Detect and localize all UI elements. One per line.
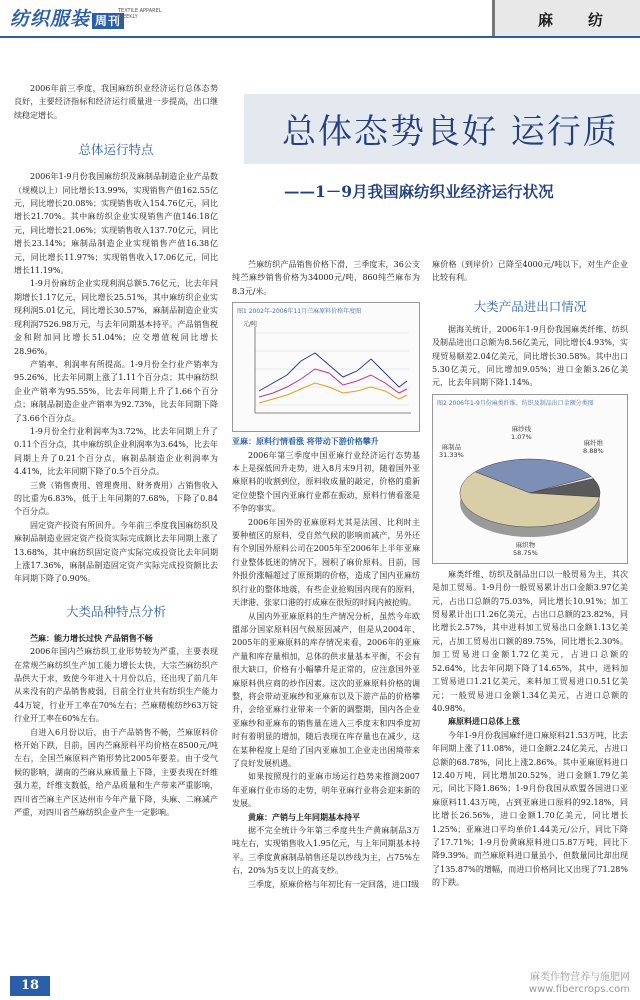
pie-label: 麻纱线 1.07%: [511, 424, 532, 441]
pie-label: 麻织物 58.75%: [513, 540, 538, 557]
section-heading-overall: 总体运行特点: [78, 142, 154, 158]
price-chart-plot: [233, 303, 419, 429]
paragraph: 2006年第三季度中国亚麻行业经济运行态势基本上是探低回升走势，进入8月末9月初，随着国外亚麻原料的收割到位，原料收成量的敲定，价格的重新定位使整个国内亚麻行业都在振动，原料行情看涨是不争的事实。: [232, 450, 420, 514]
paragraph: 三费（销售费用、管理费用、财务费用）占销售收入的比重为6.83%，低于上年同期的7.68%，下降了0.84个百分点。: [14, 480, 218, 517]
chart-footnote: 亚麻：原料行情看涨 将带动下游价格攀升: [232, 436, 379, 447]
paragraph: 据不完全统计今年第三季度共生产黄麻制品3万吨左右，实现销售收入1.95亿元，与上年同期基本持平。三季度黄麻制品销售还是以纱线为主，占75%左右，20%为5支以上的高支纱。: [232, 826, 420, 876]
article-title: 总体态势良好 运行质: [282, 112, 619, 152]
paragraph: 苎麻纺织产品销售价格下滑，三季度末，36公支纯苎麻纱销售价格为34000元/吨，860纯苎麻布为8.3元/米。: [232, 260, 420, 296]
chart-caption: 图1 2002年-2006年11月苎麻原料价格年度图: [237, 308, 362, 316]
chart-caption: 图2 2006年1-9月份麻类纤维、纺织及制品出口金额分类图: [437, 399, 594, 407]
intro-paragraph: 2006年前三季度，我国麻纺织业经济运行总体态势良好，主要经济指标和经济运行质量进一步提高，出口继续稳定增长。: [14, 84, 218, 120]
section-heading-trade: 大类产品进出口情况: [473, 298, 587, 314]
section-tab: [492, 0, 640, 36]
header-divider: [492, 0, 495, 36]
article-subtitle: ——1－9月我国麻纺织业经济运行状况: [284, 182, 554, 201]
pie-label: 麻制品 31.33%: [439, 442, 464, 459]
paragraph: 2006年国外的亚麻原料尤其是法国、比利时主要种植区的原料，受自然气候的影响而减产，另外还有个别国外原料公司在2005年至2006年上半年亚麻行业整体低迷的情况下，囤积了麻价原料。目前，国外报价涨幅超过了原预期的价格，造成了国内亚麻纺织行业的整体地震，有些企业抢购国内现有的原料，天津港、张家口港的打成麻在很短的时间内被抢购。: [232, 517, 420, 608]
column-left: [14, 82, 218, 820]
subheading-ramie: 苎麻：能力增长过快 产品销售不畅: [30, 632, 153, 643]
pie-plot: [433, 395, 627, 561]
subheading-jute: 黄麻：产销与上年同期基本持平: [248, 811, 360, 822]
page-number: 18: [10, 976, 50, 996]
paragraph: 固定资产投资有所回升。今年前三季度我国麻纺织及麻制品制造业固定资产投资实际完成额比去年同期上涨了13.68%，其中麻纺织固定资产实际完成投资比去年同期上涨17.36%，麻制品制造固定资产实际完成投资额比去年同期下降了0.90%。: [14, 520, 218, 584]
paragraph: 三季度，原麻价格与年初比有一定回落，进口Ⅰ级: [248, 879, 420, 889]
paragraph: 麻类纤维、纺织及制品出口以一般贸易为主，其次是加工贸易。1-9月份一般贸易累计出口金额3.97亿美元，占出口总额的75.03%，同比增长10.91%；加工贸易累计出口1.26亿美元，占出口总额的23.82%，同比增长2.57%，其中进料加工贸易出口金额1.13亿美元，占加工贸易出口额的89.75%，同比增长2.30%。加工贸易进口金额1.72亿美元，占进口总额的52.64%，比去年同期下降了14.65%，其中，进料加工贸易进口1.21亿美元，来料加工贸易进口0.51亿美元；一般贸易进口金额1.34亿美元，占进口总额的40.98%。: [432, 569, 628, 713]
column-middle: [232, 258, 420, 891]
paragraph: 产销率、利润率有所提高。1-9月份全行业产销率为95.26%，比去年同期上涨了1.11个百分点；其中麻纺织企业产销率为95.55%，比去年同期上升了1.66个百分点；麻制品制造企业产销率为92.73%，比去年同期下降了3.66个百分点。: [14, 359, 218, 423]
paragraph: 1-9月份麻纺企业实现利润总额5.76亿元，比去年同期增长1.17亿元，同比增长25.51%，其中麻纺织企业实现利润5.01亿元，同比增长30.57%，麻制品制造企业实现利润7526.98万元，与去年同期基本持平。产品销售税金和附加同比增长51.04%；应交增值税同比增长28.96%。: [14, 279, 218, 356]
paragraph: 据海关统计，2006年1-9月份我国麻类纤维、纺织及制品进出口总额为8.56亿美元，同比增长4.93%，实现贸易顺差2.04亿美元，同比增长30.58%。其中出口5.30亿美元，同比增加9.05%；进口金额3.26亿美元，比去年同期下降1.14%。: [432, 324, 628, 388]
section-heading-categories: 大类品种特点分析: [65, 603, 166, 619]
paragraph: 1-9月份全行业利润率为3.72%，比去年同期上升了0.11个百分点，其中麻纺织企业利润率为3.64%，比去年同期上升了0.21个百分点，麻制品制造企业利润率为4.41%，比去年同期下降了0.5个百分点。: [14, 426, 218, 477]
paragraph: 麻价格（到岸价）已降至4000元/吨以下，对生产企业比较有利。: [432, 260, 628, 283]
paragraph: 2006年1-9月份我国麻纺织及麻制品制造企业产品数（规模以上）同比增长13.99%，实现销售产值162.55亿元，同比增长20.08%；实现销售收入154.76亿元，同比增长21.70%。其中麻纺织企业实现销售产值146.18亿元，同比增长21.06%；实现销售收入137.70亿元，同比增长23.14%；麻制品制造企业实现销售产值16.38亿元，同比增长11.97%；实现销售收入17.06亿元，同比增长11.19%。: [14, 172, 218, 276]
chart-y-unit: 元/吨: [243, 321, 258, 329]
section-char-2: 纺: [588, 11, 606, 29]
paragraph: 今年1-9月份我国麻纤进口麻原料21.53万吨，比去年同期上涨了11.08%，进口金额2.24亿美元，占进口总额的68.78%，同比上涨2.86%。其中亚麻原料进口12.40万吨，同比增加20.52%，进口金额1.79亿美元，同比下降1.86%；1-9月份我国从欧盟各国进口亚麻原料11.43万吨，占到亚麻进口原料的92.18%，同比增长26.56%，进口金额1.70亿美元，同比增长1.25%；亚麻进口平均单价1.44美元/公斤，同比下降了17.71%；1-9月份黄麻原料进口5.87万吨，同比下降9.39%。而苎麻原料进口量虽小，但数量同比却出现了135.87%的增幅，而进口价格同比又出现了71.28%的下跌。: [432, 730, 628, 888]
export-pie-chart: [432, 394, 628, 564]
watermark: 麻类作物营养与施肥网 www.fibercrops.com: [528, 972, 630, 995]
column-right: [432, 258, 628, 890]
pie-label: 麻纤维 8.88%: [583, 438, 604, 455]
section-char-1: 麻: [538, 11, 556, 29]
paragraph: 从国内外亚麻原料的生产情况分析，虽然今年欧盟部分国家原料因气候原因减产，但是从2004年、2005年的亚麻原料的库存情况来看，2006年的亚麻产量和库存量相加，总体的供求量基本平衡，不会有很大缺口，价格有小幅攀升是正常的，应注意国外亚麻原料供应商的炒作因素。这次的亚麻原料价格的调整，将会带动亚麻纱和亚麻布以及下游产品的价格攀升，会给亚麻行业带来一个新的调整期，国内各企业亚麻纱和亚麻布的销售量在进入三季度末和四季度初时有着明显的增加，随后表现在库存量也在减少，这在某种程度上是给了国内亚麻加工企业走出困境带来了良好发展机遇。: [232, 611, 420, 768]
paragraph: 2006年国内苎麻纺织工业形势较为严重，主要表现在常规苎麻纺织生产加工能力增长太快，大宗苎麻纺织产品供大于求，致使今年进入十月份以后，还出现了前几年从来没有的产品销售疲弱，目前全行业共有纺织生产能力44万锭，行业开工率在70%左右；苎麻精梳纺纱63万锭行业开工率在60%左右。: [14, 647, 218, 724]
subheading-import: 麻原料进口总体上涨: [448, 716, 520, 727]
magazine-logo: 纺织服装 周刊: [10, 4, 124, 31]
logo-subtitle: TEXTILE APPAREL WEEKLY: [118, 8, 162, 20]
paragraph: 如果按照现行的亚麻市场运行趋势来推测2007年亚麻行业市场的走势，明年亚麻行业将会迎来新的发展。: [232, 772, 420, 809]
price-chart: [232, 302, 420, 432]
paragraph: 自进入6月份以后，由于产品销售不畅，苎麻原料价格开始下跌，目前，国内苎麻原料平均价格在8500元/吨左右，全国苎麻原料产销形势比2005年要差。由于受气候的影响，湖南的苎麻从麻质量上下降，主要表现在纤维强力差，纤维支数低，给产品质量和生产带来严重影响，四川省苎麻主产区达州市今年产量下降，头麻、二麻减产严重，对四川省苎麻纺织企业产生一定影响。: [14, 727, 218, 818]
